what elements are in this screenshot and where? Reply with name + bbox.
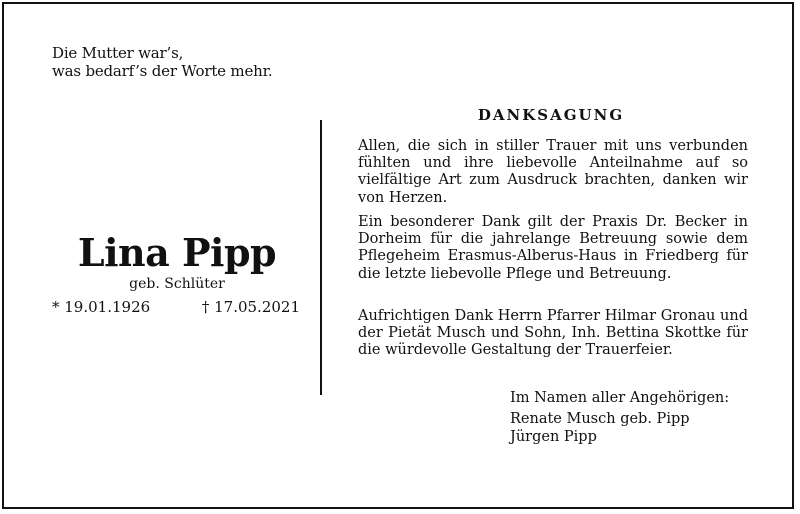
motto-line-1: Die Mutter war’s,	[52, 44, 184, 62]
maiden-name: geb. Schlüter	[129, 276, 225, 292]
signer-1: Renate Musch geb. Pipp	[510, 411, 690, 427]
thanks-paragraph-3: Aufrichtigen Dank Herrn Pfarrer Hilmar Gronau und der Pietät Musch und Sohn, Inh. Bettina Skottke für die würdevolle Gestaltung der Trauerfeier.	[358, 308, 748, 359]
thanks-heading: DANKSAGUNG	[477, 106, 625, 124]
divider-line	[320, 120, 322, 395]
deceased-name: Lina Pipp	[77, 230, 277, 275]
motto	[52, 44, 272, 80]
birth-date: * 19.01.1926	[52, 298, 151, 316]
closing-intro: Im Namen aller Angehörigen:	[510, 390, 730, 406]
thanks-paragraph-2: Ein besonderer Dank gilt der Praxis Dr. Becker in Dorheim für die jahrelange Betreuung sowie dem Pflegeheim Erasmus-Alberus-Haus in Friedberg für die letzte liebevolle Pflege und Betreuung.	[358, 214, 748, 282]
thanks-paragraph-1: Allen, die sich in stiller Trauer mit uns verbunden fühlten und ihre liebevolle Anteilnahme auf so vielfältige Art zum Ausdruck brachten, danken wir von Herzen.	[358, 138, 748, 206]
motto-line-2: was bedarf’s der Worte mehr.	[52, 62, 273, 80]
signers	[510, 410, 690, 446]
death-date: † 17.05.2021	[201, 298, 300, 316]
signer-2: Jürgen Pipp	[510, 429, 597, 445]
